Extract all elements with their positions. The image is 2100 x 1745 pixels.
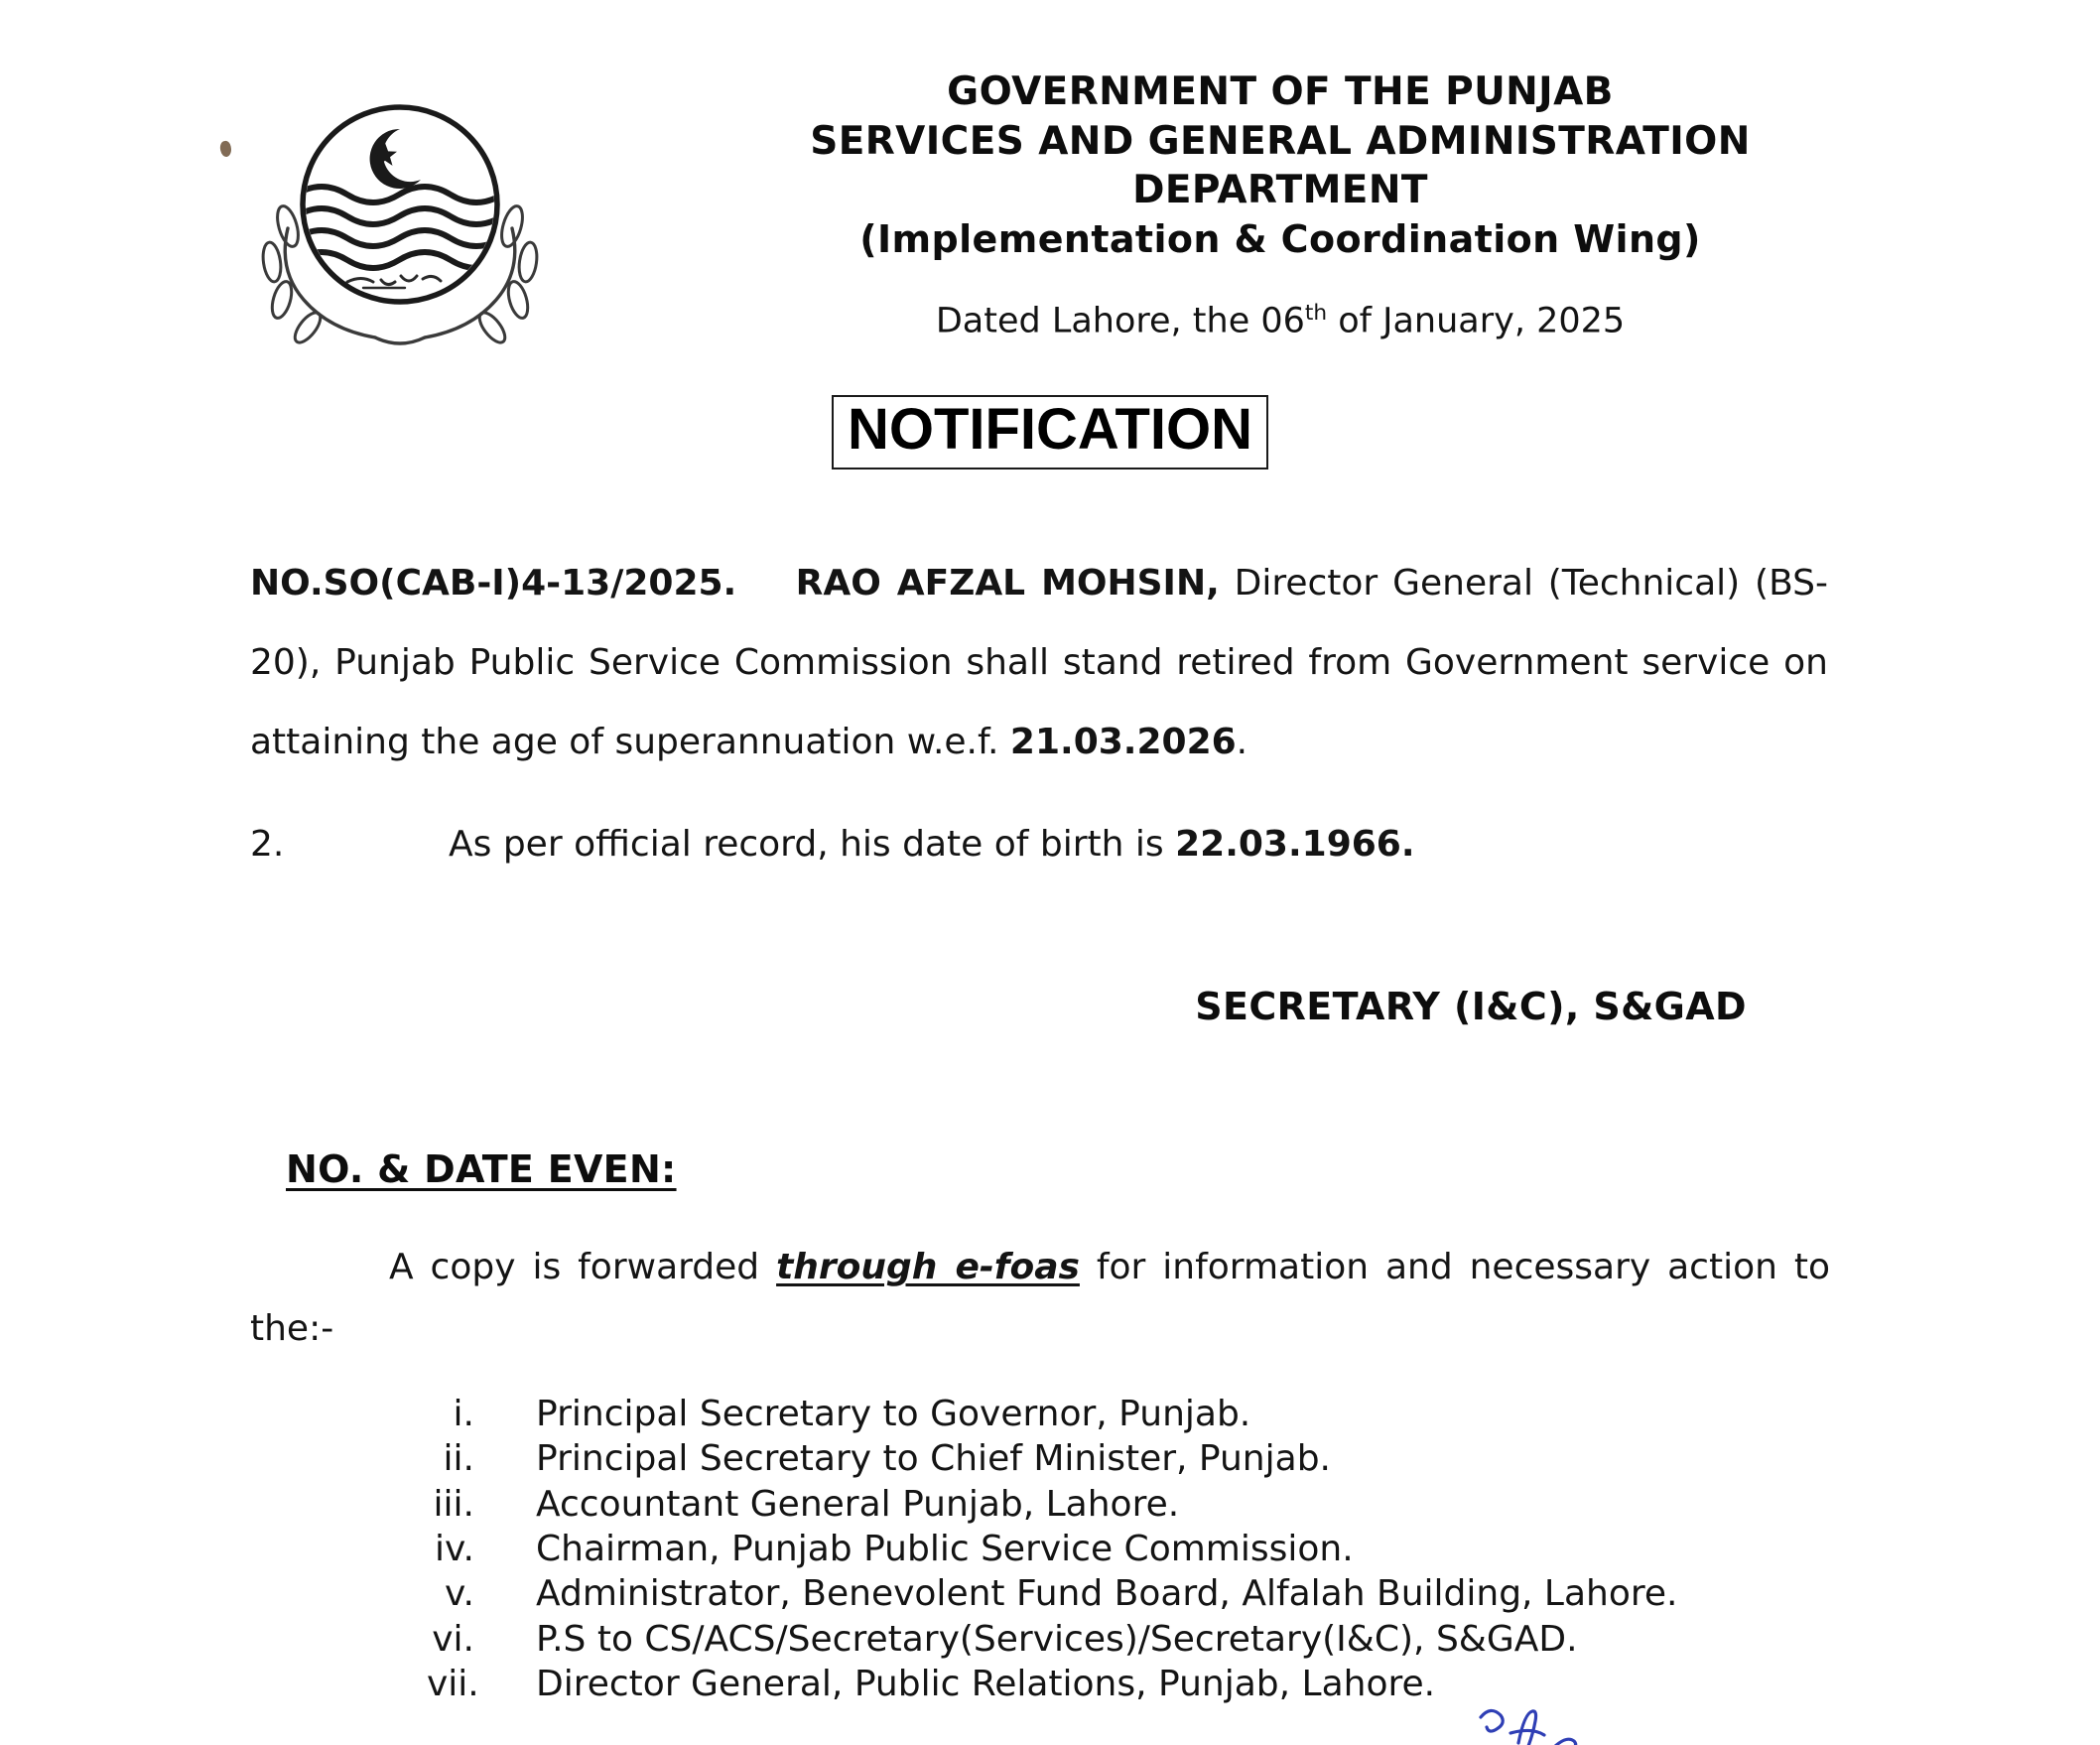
letterhead-line-4: (Implementation & Coordination Wing) <box>859 216 1701 261</box>
date-of-birth: 22.03.1966. <box>1175 824 1415 865</box>
clause-2-text: As per official record, his date of birth is <box>449 824 1176 865</box>
officer-name: RAO AFZAL MOHSIN, <box>795 563 1220 604</box>
copy-text-line-2: to the:- <box>250 1247 1831 1349</box>
order-paragraph <box>250 544 1828 782</box>
order-body-part-2: . <box>1236 721 1248 762</box>
signatory-designation: SECRETARY (I&C), S&GAD <box>1195 985 1747 1028</box>
retirement-date: 21.03.2026 <box>1009 721 1237 762</box>
dated-prefix: Dated Lahore, the 06 <box>935 301 1305 341</box>
letterhead-line-2: SERVICES AND GENERAL ADMINISTRATION <box>810 118 1751 164</box>
reference-number: NO.SO(CAB-I)4-13/2025. <box>250 563 737 604</box>
letterhead-line-3: DEPARTMENT <box>1132 168 1428 213</box>
list-item-label: Principal Secretary to Governor, Punjab. <box>536 1394 1251 1434</box>
list-item-label: Chairman, Punjab Public Service Commission. <box>536 1529 1354 1570</box>
order-paragraph-block <box>250 544 1828 782</box>
list-item <box>427 1571 1866 1616</box>
scan-speck-artifact <box>218 140 232 158</box>
notification-title: NOTIFICATION <box>832 395 1268 470</box>
list-item-label: Principal Secretary to Chief Minister, Punjab. <box>536 1438 1331 1480</box>
endorsement-paragraph <box>250 1237 1830 1360</box>
notification-title-wrap <box>0 395 2100 470</box>
list-item <box>427 1392 1866 1436</box>
letterhead-line-1: GOVERNMENT OF THE PUNJAB <box>947 69 1614 114</box>
government-of-punjab-crest-icon <box>236 77 564 355</box>
list-item-numeral: vi. <box>432 1618 474 1660</box>
list-item <box>427 1436 1866 1481</box>
dated-ordinal: th <box>1304 301 1328 326</box>
list-item-numeral: iv. <box>435 1529 474 1570</box>
list-item-numeral: v. <box>445 1573 474 1615</box>
copy-text-before: A copy is forwarded <box>389 1247 777 1287</box>
list-item-numeral: iii. <box>433 1483 474 1525</box>
list-item <box>427 1617 1866 1662</box>
list-item-numeral: vii. <box>427 1664 479 1705</box>
through-e-foas-emphasis: through e-foas <box>776 1247 1080 1287</box>
clause-2 <box>250 824 1828 865</box>
list-item <box>427 1662 1866 1706</box>
order-body-part-1: Director General (Technical) (BS-20), Punjab Public Service Commission shall stand retired from Government service on attaining the age of superannuation w.e.f. <box>250 563 1829 762</box>
dated-suffix: of January, 2025 <box>1327 301 1626 341</box>
clause-2-number: 2. <box>250 824 285 865</box>
list-item <box>427 1527 1866 1571</box>
recipient-list <box>427 1392 1866 1707</box>
list-item-numeral: i. <box>453 1394 474 1434</box>
list-item-label: Administrator, Benevolent Fund Board, Alfalah Building, Lahore. <box>536 1573 1678 1615</box>
list-item-label: Accountant General Punjab, Lahore. <box>536 1483 1180 1525</box>
list-item-numeral: ii. <box>443 1438 474 1480</box>
endorsement-heading: NO. & DATE EVEN: <box>286 1147 677 1191</box>
list-item-label: Director General, Public Relations, Punjab, Lahore. <box>536 1664 1436 1705</box>
list-item-label: P.S to CS/ACS/Secretary(Services)/Secretary(I&C), S&GAD. <box>536 1618 1578 1660</box>
copy-text-after: for information and necessary action <box>1079 1247 1777 1287</box>
handwritten-signature <box>1475 1703 1733 1745</box>
letterhead <box>695 67 1866 263</box>
list-item <box>427 1482 1866 1527</box>
dated-line <box>695 301 1866 341</box>
